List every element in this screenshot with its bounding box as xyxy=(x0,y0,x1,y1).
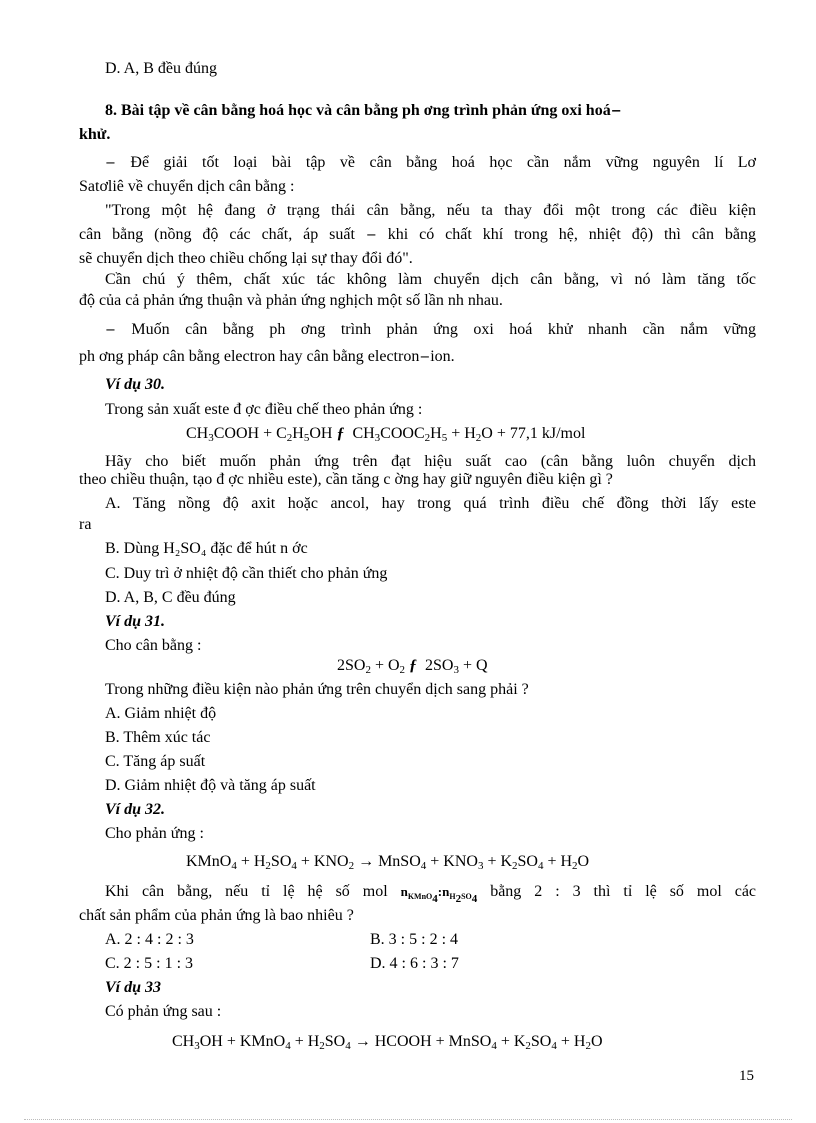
example-31-option-b: B. Thêm xúc tác xyxy=(105,729,211,746)
example-32-question-line-2: chất sản phẩm của phản ứng là bao nhiêu ? xyxy=(79,907,354,924)
example-33-title: Ví dụ 33 xyxy=(105,979,162,996)
example-30-equation: $CH_3COOH + C_2H_5OH$ ƒ $CH_3COOC_2H_5 + H_2O + 77,1$ kJ/mol xyxy=(186,425,586,444)
example-30-question-line-1: Hãy cho biết muốn phản ứng trên đạt hiệu suất cao (cân bằng luôn chuyển dịch xyxy=(105,453,756,470)
paragraph-3-line-2: độ của cả phản ứng thuận và phản ứng nghịch một số lần nh nhau. xyxy=(79,292,503,309)
page-bottom-rule xyxy=(24,1119,792,1120)
example-33-equation: $CH_3OH$ + KMnO$_4$ + $H_2SO_4$ → HCOOH + MnSO$_4$ + $K_2SO_4 + H_2O$ xyxy=(172,1033,603,1052)
example-31-equation: $2SO_2 + O_2$ ƒ $2SO_3 + Q$ xyxy=(337,657,488,676)
example-31-title: Ví dụ 31. xyxy=(105,613,166,630)
paragraph-2-line-2: cân bằng (nồng độ các chất, áp suất − khi có chất khí trong hệ, nhiệt độ) thì cân bằng xyxy=(79,226,757,243)
example-33-intro: Có phản ứng sau : xyxy=(105,1003,222,1020)
example-31-question: Trong những điều kiện nào phản ứng trên chuyển dịch sang phải ? xyxy=(105,681,529,698)
example-32-option-c: C. 2 : 5 : 1 : 3 xyxy=(105,955,194,972)
example-32-title: Ví dụ 32. xyxy=(105,801,166,818)
paragraph-1-line-1: − Để giải tốt loại bài tập về cân bằng hoá học cần nắm vững nguyên lí Lơ xyxy=(105,154,756,171)
prev-answer-d: D. A, B đều đúng xyxy=(105,60,217,77)
example-30-option-a-cont: ra xyxy=(79,516,92,533)
paragraph-3-line-1: Cần chú ý thêm, chất xúc tác không làm chuyển dịch cân bằng, vì nó làm tăng tốc xyxy=(105,271,756,288)
example-30-option-a: A. Tăng nồng độ axit hoặc ancol, hay trong quá trình điều chế đồng thời lấy este xyxy=(105,495,756,512)
example-31-option-a: A. Giảm nhiệt độ xyxy=(105,705,217,722)
paragraph-4-line-1: − Muốn cân bằng ph ơng trình phản ứng oxi hoá khử nhanh cần nắm vững xyxy=(105,321,757,338)
example-32-question-line-1: Khi cân bằng, nếu tỉ lệ hệ số mol $n_{KMnO_4}:n_{H_2SO_4}$ bằng 2 : 3 thì tỉ lệ số mol các xyxy=(105,883,757,905)
section-8-heading-cont: khử. xyxy=(79,126,111,143)
mole-ratio-formula: $n_{KMnO_4}:n_{H_2SO_4}$ xyxy=(400,884,478,905)
example-30-option-b: B. Dùng H₂SO₄ đặc để hút n ớc xyxy=(105,540,308,557)
paragraph-4-line-2: ph ơng pháp cân bằng electron hay cân bằng electron−ion. xyxy=(79,348,455,365)
section-8-heading: 8. Bài tập về cân bằng hoá học và cân bằng ph ơng trình phản ứng oxi hoá− xyxy=(105,102,622,119)
paragraph-1-line-2: Satơliê về chuyển dịch cân bằng : xyxy=(79,178,295,195)
example-31-option-d: D. Giảm nhiệt độ và tăng áp suất xyxy=(105,777,316,794)
paragraph-2-line-3: sẽ chuyển dịch theo chiều chống lại sự thay đổi đó". xyxy=(79,250,413,267)
example-32-option-a: A. 2 : 4 : 2 : 3 xyxy=(105,931,194,948)
page-number: 15 xyxy=(739,1068,754,1084)
example-32-option-d: D. 4 : 6 : 3 : 7 xyxy=(370,955,459,972)
paragraph-2-line-1: "Trong một hệ đang ở trạng thái cân bằng, nếu ta thay đổi một trong các điều kiện xyxy=(105,202,756,219)
example-31-option-c: C. Tăng áp suất xyxy=(105,753,206,770)
example-30-question-line-2: theo chiều thuận, tạo đ ợc nhiều este), cần tăng c ờng hay giữ nguyên điều kiện gì ? xyxy=(79,471,613,488)
example-32-option-b: B. 3 : 5 : 2 : 4 xyxy=(370,931,459,948)
example-32-equation: KMnO$_4$ + $H_2SO_4 + KNO_2$ → MnSO$_4$ + $KNO_3 + K_2SO_4 + H_2O$ xyxy=(186,853,590,872)
example-30-intro: Trong sản xuất este đ ợc điều chế theo phản ứng : xyxy=(105,401,423,418)
example-32-intro: Cho phản ứng : xyxy=(105,825,204,842)
example-30-title: Ví dụ 30. xyxy=(105,376,166,393)
example-31-intro: Cho cân bằng : xyxy=(105,637,202,654)
example-30-option-d: D. A, B, C đều đúng xyxy=(105,589,236,606)
example-30-option-c: C. Duy trì ở nhiệt độ cần thiết cho phản ứng xyxy=(105,565,388,582)
